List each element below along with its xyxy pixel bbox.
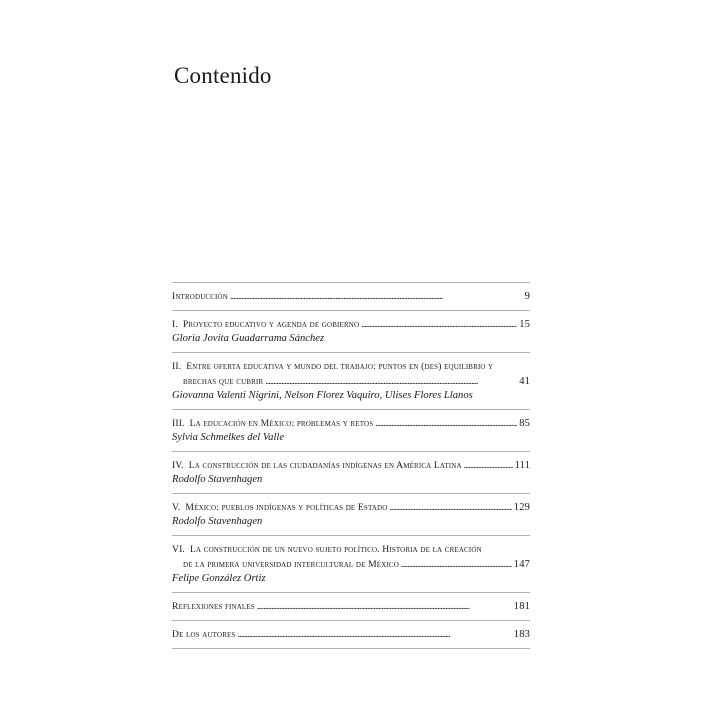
toc-entry-title: La educación en México: problemas y retos bbox=[189, 418, 374, 429]
toc-page-number: 183 bbox=[513, 629, 530, 640]
toc-entry-reflexiones-finales[interactable] bbox=[172, 593, 530, 620]
toc-entry-title: La construcción de un nuevo sujeto político. Historia de la creación bbox=[189, 544, 482, 555]
dot-leader bbox=[389, 500, 511, 515]
toc-entry-title: La construcción de las ciudadanías indígenas en América Latina bbox=[188, 460, 462, 471]
dot-leader bbox=[237, 627, 511, 642]
chapter-number: II. bbox=[172, 361, 182, 372]
chapter-number: I. bbox=[172, 319, 178, 330]
chapter-author: Gloria Jovita Guadarrama Sánchez bbox=[172, 333, 325, 344]
toc-entry-chapter-5[interactable] bbox=[172, 494, 530, 535]
toc-page-number: 15 bbox=[519, 319, 530, 330]
divider bbox=[172, 648, 530, 649]
chapter-number: III. bbox=[172, 418, 185, 429]
chapter-author: Giovanna Valenti Nigrini, Nelson Florez Vaquiro, Ulises Flores Llanos bbox=[172, 390, 473, 401]
chapter-number: IV. bbox=[172, 460, 184, 471]
toc-page-number: 111 bbox=[514, 460, 530, 471]
toc-entry-chapter-3[interactable] bbox=[172, 410, 530, 451]
page-title: Contenido bbox=[174, 63, 272, 88]
toc-entry-title: De los autores bbox=[172, 629, 236, 640]
dot-leader bbox=[230, 289, 523, 304]
toc-entry-chapter-6[interactable] bbox=[172, 536, 530, 592]
toc-page-number: 181 bbox=[513, 601, 530, 612]
table-of-contents bbox=[172, 282, 530, 649]
chapter-author: Felipe González Ortiz bbox=[172, 573, 266, 584]
toc-entry-title: Introducción bbox=[172, 291, 228, 302]
chapter-author: Rodolfo Stavenhagen bbox=[172, 474, 263, 485]
toc-entry-chapter-4[interactable] bbox=[172, 452, 530, 493]
toc-entry-title: Entre oferta educativa y mundo del trabajo: puntos en (des) equilibrio y bbox=[186, 361, 494, 372]
dot-leader bbox=[265, 374, 517, 389]
toc-entry-title: Reflexiones finales bbox=[172, 601, 255, 612]
toc-entry-title: Proyecto educativo y agenda de gobierno bbox=[182, 319, 360, 330]
dot-leader bbox=[464, 458, 513, 473]
chapter-author: Sylvia Schmelkes del Valle bbox=[172, 432, 285, 443]
toc-page-number: 147 bbox=[513, 559, 530, 570]
toc-page-number: 129 bbox=[513, 502, 530, 513]
chapter-number: V. bbox=[172, 502, 181, 513]
toc-entry-title: México: pueblos indígenas y políticas de Estado bbox=[185, 502, 388, 513]
chapter-author: Rodolfo Stavenhagen bbox=[172, 516, 263, 527]
toc-page-number: 85 bbox=[519, 418, 530, 429]
dot-leader bbox=[375, 416, 517, 431]
toc-entry-introduccion[interactable] bbox=[172, 283, 530, 310]
toc-entry-title-continued: de la primera universidad intercultural de México bbox=[183, 559, 399, 570]
dot-leader bbox=[361, 317, 517, 332]
toc-entry-chapter-1[interactable] bbox=[172, 311, 530, 352]
toc-page-number: 9 bbox=[524, 291, 530, 302]
toc-page-number: 41 bbox=[519, 376, 530, 387]
chapter-number: VI. bbox=[172, 544, 185, 555]
dot-leader bbox=[401, 557, 512, 572]
toc-entry-de-los-autores[interactable] bbox=[172, 621, 530, 648]
toc-entry-chapter-2[interactable] bbox=[172, 353, 530, 409]
dot-leader bbox=[257, 599, 512, 614]
toc-entry-title-continued: brechas que cubrir bbox=[183, 376, 264, 387]
